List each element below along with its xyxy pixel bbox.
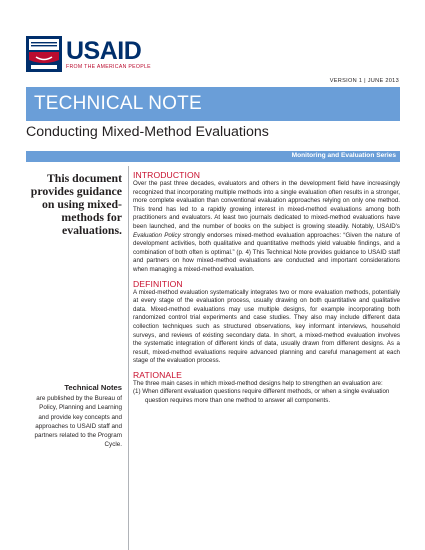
banner-title: TECHNICAL NOTE [34,93,202,114]
introduction-heading: INTRODUCTION [133,170,201,180]
introduction-body [133,180,400,275]
rationale-list-item: (1) When different evaluation questions require different methods, or when a single evaluation question requires more than one method to answer all components. [133,388,390,405]
definition-body: A mixed-method evaluation systematically integrates two or more evaluation methods, potentially at every stage of the evaluation process, usually drawing on both quantitative and qualitative data. Mixed-method evaluations may use multiple designs, for example incorporating both randomized control trial experiments and case studies. They also may include different data collection techniques such as structured observations, key informant interviews, household surveys, and reviews of existing secondary data. In short, a mixed-method evaluation involves the systematic integration of different kinds of data, usually drawn from different designs. As a result, mixed-method evaluations require advanced planning and careful management at each stage of the evaluation process. [133,288,400,365]
rationale-intro: The three main cases in which mixed-method designs help to strengthen an evaluation are: [133,379,383,387]
main-content [133,170,400,406]
logo-wordmark: USAID [66,37,142,65]
technical-notes-body: are published by the Bureau of Policy, Planning and Learning and provide key concepts and approaches to USAID staff and partners related to the Program Cycle. [34,395,122,449]
logo-tagline: FROM THE AMERICAN PEOPLE [66,64,151,70]
usaid-logo [26,36,151,78]
version-info: VERSION 1 | JUNE 2013 [329,78,399,84]
title-banner [26,87,400,121]
series-bar [26,151,400,162]
document-title: Conducting Mixed-Method Evaluations [26,124,269,140]
evaluation-policy-title: Evaluation Policy [133,231,181,239]
rationale-heading: RATIONALE [133,369,182,380]
definition-heading: DEFINITION [133,278,183,289]
usaid-seal-icon [26,36,62,72]
column-divider [128,166,129,550]
technical-notes-title: Technical Notes [64,383,122,392]
series-label: Monitoring and Evaluation Series [291,152,396,159]
introduction-text-1: Over the past three decades, evaluators and others in the development field have increasingly recognized that incorporating multiple methods into a single evaluation often results in a stronger, more complete evaluation than conventional evaluation approaches relying on only one method. This trend has led to a rapidly growing interest in mixed-method evaluations among both practitioners and evaluators. At least two journals dedicated to mixed-method evaluations have been launched, and the number of books on the subject is growing steadily. Notably, USAID's [133,180,400,230]
pull-quote: This document provides guidance on using mixed-methods for evaluations. [30,171,122,237]
introduction-text-2: strongly endorses mixed-method evaluation approaches: “Given the nature of development activities, both qualitative and quantitative methods yield valuable findings, and a combination of both often is optimal.” (p. 4) This Technical Note provides guidance to USAID staff and partners on how mixed-method evaluations are conducted and important considerations when managing a mixed-method evaluation. [133,231,400,273]
